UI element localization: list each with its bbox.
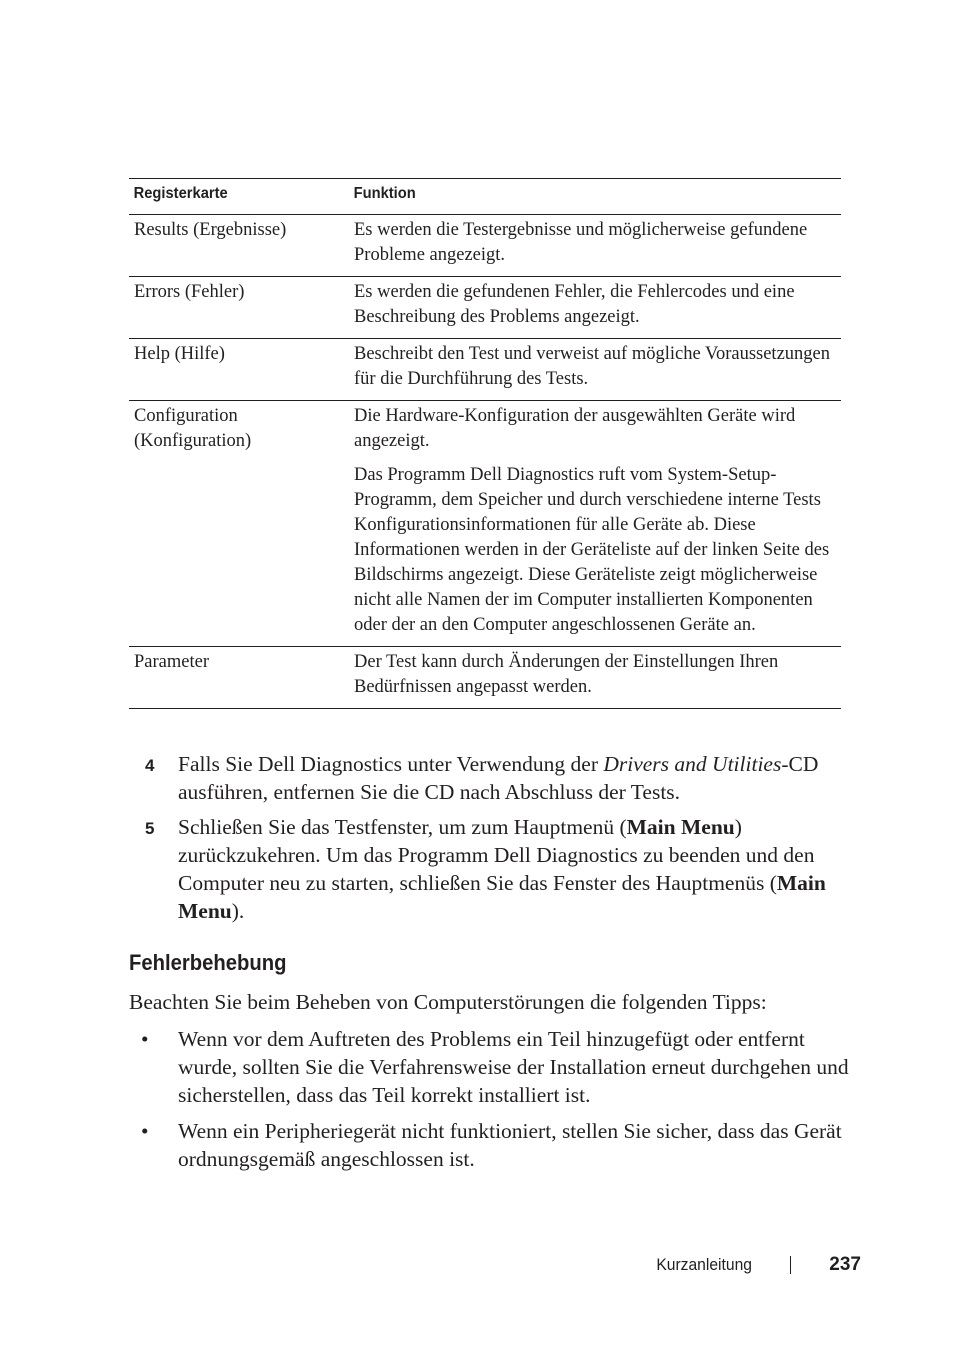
- step-text-part: ).: [231, 899, 245, 923]
- table-cell-tab: Parameter: [134, 652, 209, 672]
- function-text: Die Hardware-Konfiguration der ausgewählten Geräte wird angezeigt.: [354, 406, 796, 451]
- main-menu-term: Main Menu: [178, 871, 826, 923]
- function-text: Das Programm Dell Diagnostics ruft vom System-Setup-Programm, dem Speicher und durch verschiedene interne Tests Konfigurationsinformationen für alle Geräte ab. Diese Informationen werden in der Geräteliste auf der linken Seite des Bildschirms angezeigt. Diese Geräteliste zeigt möglicherweise nicht alle Namen der im Computer installierten Komponenten oder der an den Computer angeschlossenen Geräte an.: [354, 465, 830, 635]
- table-header-tab: Registerkarte: [133, 185, 228, 202]
- table-cell-function: [349, 277, 841, 338]
- function-text: Beschreibt den Test und verweist auf mögliche Voraussetzungen für die Durchführung des Tests.: [354, 344, 830, 389]
- step-text-part: Falls Sie Dell Diagnostics unter Verwendung der: [178, 752, 604, 776]
- table-cell-tab: Help (Hilfe): [134, 344, 225, 364]
- function-text: Es werden die gefundenen Fehler, die Fehlercodes und eine Beschreibung des Problems angezeigt.: [354, 282, 795, 327]
- table-cell-tab: Configuration (Konfiguration): [134, 406, 252, 451]
- main-menu-term: Main Menu: [626, 815, 735, 839]
- footer-label: Kurzanleitung: [656, 1255, 753, 1274]
- step-text: [178, 750, 854, 806]
- function-table: [129, 178, 841, 709]
- step-text-part: ) zurückzukehren. Um das Programm Dell Diagnostics zu beenden und den Computer neu zu starten, schließen Sie das Fenster des Hauptmenüs (: [178, 815, 815, 895]
- list-item-text: Wenn vor dem Auftreten des Problems ein Teil hinzugefügt oder entfernt wurde, sollten Sie die Verfahrensweise der Installation erneut durchgehen und sicherstellen, dass das Teil korrekt installiert ist.: [178, 1027, 849, 1107]
- table-cell-tab: Errors (Fehler): [134, 282, 245, 302]
- footer-divider: [790, 1256, 791, 1274]
- table-cell-tab: Results (Ergebnisse): [134, 220, 287, 240]
- step-list: [129, 750, 854, 932]
- table-row: [129, 277, 841, 339]
- table-row: [129, 401, 841, 647]
- step-number: 5: [145, 819, 155, 838]
- step-text: [178, 813, 854, 925]
- step-text-part: Schließen Sie das Testfenster, um zum Hauptmenü (: [178, 815, 627, 839]
- section-intro: Beachten Sie beim Beheben von Computerstörungen die folgenden Tipps:: [129, 990, 767, 1014]
- step-text-part: -CD ausführen, entfernen Sie die CD nach Abschluss der Tests.: [178, 752, 819, 804]
- table-cell-function: [349, 215, 841, 276]
- function-text: Der Test kann durch Änderungen der Einstellungen Ihren Bedürfnissen angepasst werden.: [354, 652, 779, 697]
- tips-list: [129, 1025, 854, 1181]
- bullet-icon: •: [141, 1119, 149, 1143]
- table-row: [129, 647, 841, 709]
- step-item: [129, 750, 854, 806]
- table-row: [129, 339, 841, 401]
- table-header-row: [129, 179, 841, 215]
- table-header-function: Funktion: [353, 185, 416, 202]
- table-row: [129, 215, 841, 277]
- step-number: 4: [145, 756, 155, 775]
- cd-name: Drivers and Utilities: [603, 752, 782, 776]
- bullet-icon: •: [141, 1027, 149, 1051]
- list-item: [129, 1117, 854, 1173]
- table-cell-function: [349, 339, 841, 400]
- list-item-text: Wenn ein Peripheriegerät nicht funktioniert, stellen Sie sicher, dass das Gerät ordnungsgemäß angeschlossen ist.: [178, 1119, 842, 1171]
- table-cell-function: [349, 647, 841, 708]
- list-item: [129, 1025, 854, 1109]
- page-number: 237: [829, 1254, 861, 1275]
- table-cell-function: [349, 401, 841, 646]
- step-item: [129, 813, 854, 925]
- page-footer: [648, 1254, 861, 1276]
- function-text: Es werden die Testergebnisse und möglicherweise gefundene Probleme angezeigt.: [354, 220, 808, 265]
- section-heading: Fehlerbehebung: [129, 950, 287, 975]
